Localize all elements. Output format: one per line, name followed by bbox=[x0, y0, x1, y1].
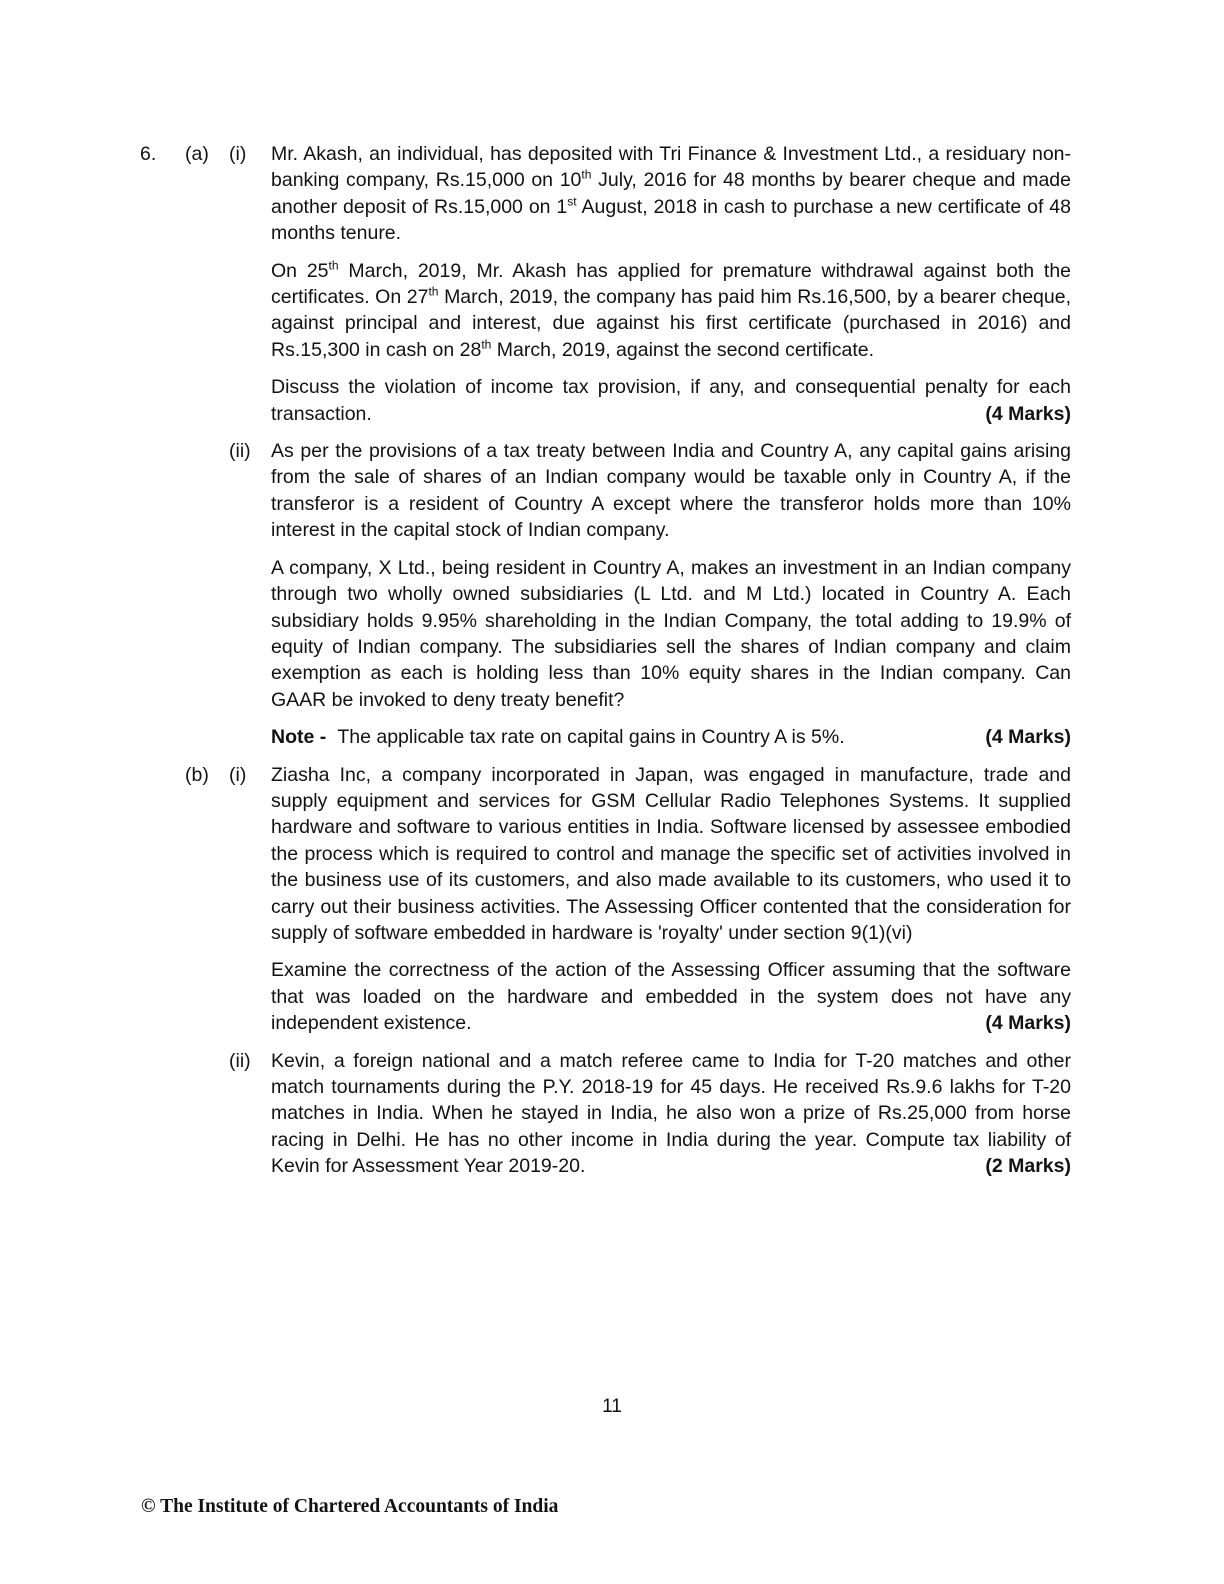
question-6a-ii-note bbox=[271, 724, 1071, 750]
question-6b-ii bbox=[140, 1048, 1071, 1191]
question-6a-ii-para-1: As per the provisions of a tax treaty between India and Country A, any capital gains arising from the sale of shares of an Indian company would be taxable only in Country A, if the transferor is a resident of Country A except where the transferor holds more than 10% interest in the capital stock of Indian company. bbox=[271, 440, 1071, 542]
sub-label-i: (i) bbox=[229, 143, 247, 165]
sub-label-ii: (ii) bbox=[229, 440, 251, 463]
marks-label: (4 Marks) bbox=[985, 402, 1071, 425]
question-6b-ii-para-1-text: Kevin, a foreign national and a match referee came to India for T-20 matches and other match tournaments during the P.Y. 2018-19 for 45 days. He received Rs.9.6 lakhs for T-20 matches in India. When he stayed in India, he also won a prize of Rs.25,000 from horse racing in Delhi. He has no other income in India during the year. Compute tax liability of Kevin for Assessment Year 2019-20. bbox=[271, 1049, 1071, 1178]
question-6a-i-para-1: Mr. Akash, an individual, has deposited with Tri Finance & Investment Ltd., a residuary non-banking company, Rs.15,000 on 10th July, 2016 for 48 months by bearer cheque and made another deposit of Rs.15,000 on 1st August, 2018 in cash to purchase a new certificate of 48 months tenure. bbox=[271, 143, 1071, 245]
sub-label-ii: (ii) bbox=[229, 1049, 251, 1072]
question-6a-i-para-2: On 25th March, 2019, Mr. Akash has applied for premature withdrawal against both the certificates. On 27th March, 2019, the company has paid him Rs.16,500, by a bearer cheque, against principal and interest, due against his first certificate (purchased in 2016) and Rs.15,300 in cash on 28th March, 2019, against the second certificate. bbox=[271, 258, 1072, 361]
part-label-a: (a) bbox=[185, 143, 209, 165]
note-label: Note - bbox=[271, 726, 327, 749]
marks-label: (4 Marks) bbox=[985, 726, 1071, 749]
question-6a-ii-para-2: A company, X Ltd., being resident in Country A, makes an investment in an Indian company through two wholly owned subsidiaries (L Ltd. and M Ltd.) located in Country A. Each subsidiary holds 9.95% shareholding in the Indian Company, the total adding to 19.9% of equity of Indian company. The subsidiaries sell the shares of Indian company and claim exemption as each is holding less than 10% equity shares in the Indian company. Can GAAR be invoked to deny treaty benefit? bbox=[271, 556, 1071, 711]
question-number: 6. bbox=[140, 143, 157, 165]
question-6b-i bbox=[140, 762, 1071, 1048]
question-6a-i bbox=[140, 141, 1071, 438]
marks-label: (4 Marks) bbox=[985, 1012, 1071, 1035]
question-6b-i-para-2 bbox=[271, 957, 1071, 1036]
page-number: 11 bbox=[602, 1396, 622, 1417]
question-6b-ii-para-1 bbox=[271, 1048, 1071, 1180]
question-6a-ii-body bbox=[271, 438, 1071, 761]
sub-label-i: (i) bbox=[229, 763, 247, 786]
question-6b-i-para-2-text: Examine the correctness of the action of the Assessing Officer assuming that the software that was loaded on the hardware and embedded in the system does not have any independent existence. bbox=[271, 959, 1071, 1035]
question-6b-ii-body bbox=[271, 1048, 1071, 1191]
copyright-footer: © The Institute of Chartered Accountants of India bbox=[141, 1496, 559, 1517]
question-6a-i-para-3 bbox=[271, 374, 1071, 427]
question-6a-i-para-3-text: Discuss the violation of income tax provision, if any, and consequential penalty for each transaction. bbox=[271, 376, 1071, 425]
marks-label: (2 Marks) bbox=[985, 1155, 1071, 1178]
question-6a-ii bbox=[140, 438, 1071, 761]
question-6b-i-para-1: Ziasha Inc, a company incorporated in Japan, was engaged in manufacture, trade and supply equipment and services for GSM Cellular Radio Telephones Systems. It supplied hardware and software to various entities in India. Software licensed by assessee embodied the process which is required to control and manage the specific set of activities involved in the business use of its customers, and also made available to its customers, who used it to carry out their business activities. The Assessing Officer contented that the consideration for supply of software embedded in hardware is 'royalty' under section 9(1)(vi) bbox=[271, 763, 1071, 944]
question-6b-i-body bbox=[271, 762, 1071, 1048]
part-label-b: (b) bbox=[185, 763, 209, 786]
question-6a-ii-note-text: The applicable tax rate on capital gains in Country A is 5%. bbox=[337, 726, 845, 749]
question-6a-i-body bbox=[271, 141, 1071, 438]
